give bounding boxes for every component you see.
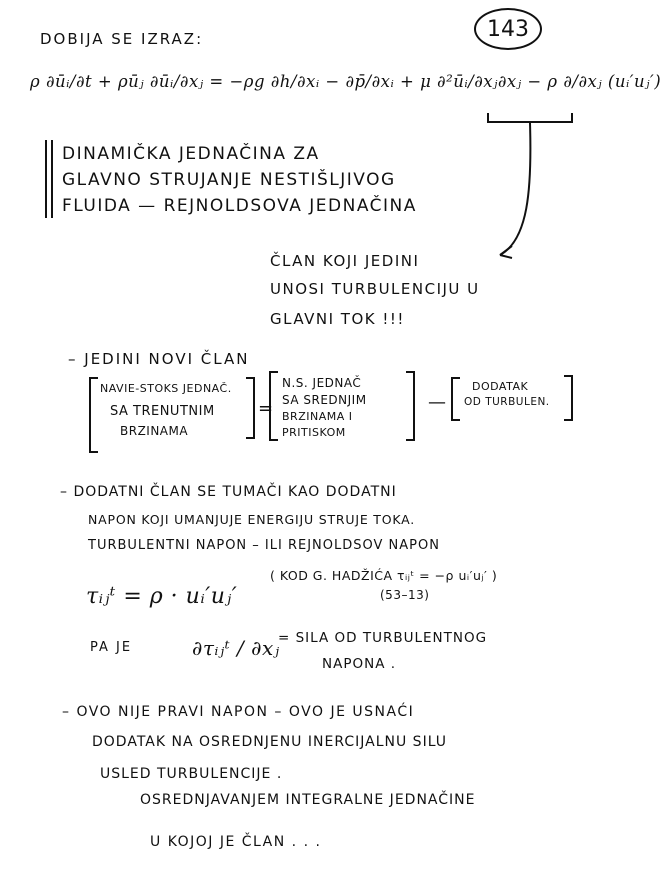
ovo-line-5: U KOJOJ JE ČLAN . . . — [150, 834, 322, 850]
box3-bracket-right — [564, 376, 572, 420]
box2-line-1: N.S. JEDNAČ — [282, 376, 362, 390]
pa-je: PA JE — [90, 640, 133, 655]
box3-bracket-left — [452, 378, 460, 420]
box2-line-2: SA SREDNJIM — [282, 393, 367, 407]
dodatni-line-1: – DODATNI ČLAN SE TUMAČI KAO DODATNI — [60, 484, 397, 500]
ovo-line-1: – OVO NIJE PRAVI NAPON – OVO JE USNAĆI — [62, 704, 415, 720]
sila-formula: ∂τᵢⱼᵗ / ∂xⱼ — [192, 636, 280, 660]
box2-line-3: BRZINAMA I — [282, 410, 353, 423]
note-line-3: GLAVNI TOK !!! — [270, 310, 405, 328]
box2-bracket-right — [406, 372, 414, 440]
intro-line: DOBIJA SE IZRAZ: — [40, 30, 204, 48]
ovo-line-4: OSREDNJAVANJEM INTEGRALNE JEDNAČINE — [140, 792, 476, 808]
box3-line-1: DODATAK — [472, 380, 529, 393]
dyn-line-2: GLAVNO STRUJANJE NESTIŠLJIVOG — [62, 170, 396, 190]
underbrace — [488, 113, 572, 122]
ovo-line-2: DODATAK NA OSREDNJENU INERCIJALNU SILU — [92, 734, 448, 750]
box2-line-4: PRITISKOM — [282, 426, 346, 439]
dyn-line-1: DINAMIČKA JEDNAČINA ZA — [62, 144, 320, 164]
box1-line-1: NAVIE-STOKS JEDNAČ. — [100, 382, 232, 395]
hadzic-note: ( KOD G. HADŽIĆA τᵢⱼᵗ = −ρ uᵢ′uⱼ′ ) — [270, 568, 498, 583]
sila-text-2: NAPONA . — [322, 656, 397, 672]
ovo-line-3: USLED TURBULENCIJE . — [100, 766, 283, 782]
box3-line-2: OD TURBULEN. — [464, 396, 550, 408]
box1-bracket-left — [90, 378, 98, 452]
note-line-1: ČLAN KOJI JEDINI — [270, 252, 420, 270]
jedini-line: – JEDINI NOVI ČLAN — [68, 350, 250, 368]
dodatni-line-3: TURBULENTNI NAPON – ILI REJNOLDSOV NAPON — [88, 538, 440, 553]
box1-line-3: BRZINAMA — [120, 424, 189, 438]
box1-bracket-right — [246, 378, 254, 438]
equals-sign: = — [258, 398, 274, 419]
note-line-2: UNOSI TURBULENCIJU U — [270, 280, 480, 298]
dyn-line-3: FLUIDA — REJNOLDSOVA JEDNAČINA — [62, 196, 417, 216]
box1-line-2: SA TRENUTNIM — [110, 404, 215, 419]
page-number: 143 — [474, 8, 542, 50]
minus-sign: — — [428, 392, 447, 413]
sila-text-1: = SILA OD TURBULENTNOG — [278, 630, 488, 646]
tau-formula: τᵢⱼᵗ = ρ · uᵢ′uⱼ′ — [86, 584, 238, 609]
reynolds-equation: ρ ∂ūᵢ/∂t + ρūⱼ ∂ūᵢ/∂xⱼ = −ρg ∂h/∂xᵢ − ∂p̄/∂xᵢ + μ ∂²ūᵢ/∂xⱼ∂xⱼ − ρ ∂/∂xⱼ (uᵢ′uⱼ′) — [30, 72, 661, 91]
dodatni-line-2: NAPON KOJI UMANJUJE ENERGIJU STRUJE TOKA. — [88, 512, 416, 527]
arrow-curve — [500, 123, 530, 255]
hadzic-ref: (53–13) — [380, 588, 430, 602]
